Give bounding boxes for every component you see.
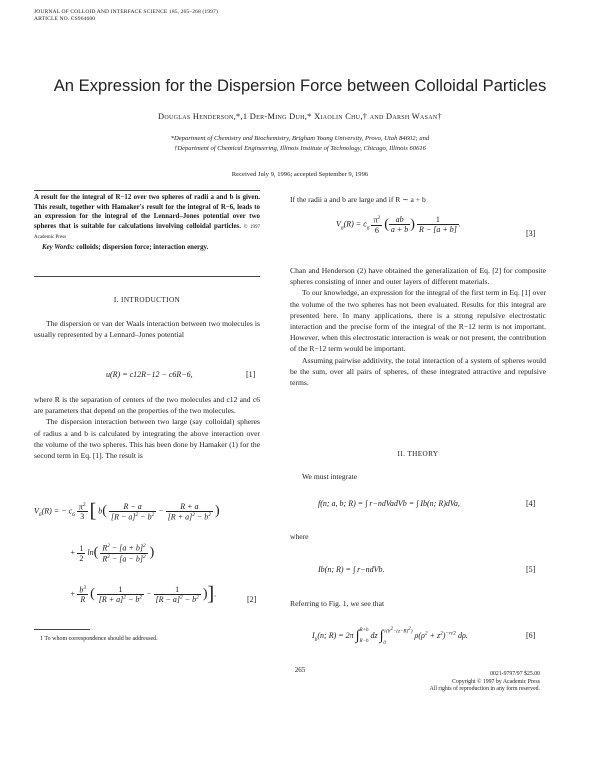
section-introduction: I. INTRODUCTION [113,296,181,304]
equation-1: u(R) = c12R−12 − c6R−6, [106,370,193,379]
journal-header [34,9,218,23]
equation-3-number: [3] [526,229,536,238]
page-number: 265 [294,666,306,674]
footer-copyright: Copyright © 1997 by Academic Press [452,678,540,685]
paper-title: An Expression for the Dispersion Force between Colloidal Particles [53,76,547,95]
equation-2: $V_6(R)$ = − $c_6$ $\frac{\pi^2}{3}$ [ b( $\frac{R - a}{[R - a]^2 - b^2}$ − $\frac{R + a}{[R + a]^2 - b^2}$ ) [34,500,220,522]
equation-6: $I_b(n$; R) = 2π ∫ R+b R−b dz ∫ $√(b^2-(z-R)^2)$ 0 $\rho(\rho^2 + z^2)^{-n/2}$ dρ. [312,626,468,646]
paragraph: We must integrate [302,472,358,481]
abstract-top-rule [34,190,260,191]
publisher-footer [430,671,540,694]
keywords-label: Key Words: [42,243,75,251]
where-text [290,531,546,542]
affiliation-2: †Department of Chemical Engineering, Illinois Institute of Technology, Chicago, Illinois 60616 [174,145,426,152]
issn: 0021-9797/97 $25.00 [490,671,540,677]
equation-2-number: [2] [247,595,257,604]
equation-1-number: [1] [246,370,256,379]
right-column-text [290,265,546,388]
abstract-bottom-rule [34,276,260,277]
theory-intro [290,471,546,482]
paragraph: To our knowledge, an expression for the integral of the first term in Eq. [1] over the volume of the two spheres has not been evaluated. Results for this integral are presented here. In many applications, there is a strong repulsive electrostatic interaction and the precise form of the integral of the R−12 term is not important. However, when this electrostatic interaction is weak or not present, the contribution of the R−12 term would be important. [290,288,546,354]
paragraph: If the radii a and b are large and if R ∼ a + b [290,195,426,204]
abstract [34,193,260,253]
equation-4-number: [4] [526,499,536,508]
paragraph: The dispersion interaction between two large (say colloidal) spheres of radius a and b is calculated by integrating the above interaction over the volume of the two spheres. This has been done by Hamaker (1) for the second term in Eq. [1]. The result is [34,417,260,461]
equation-5: Ib(n; R) = ∫ r−ndVb. [318,565,385,574]
paragraph: Chan and Henderson (2) have obtained the generalization of Eq. [2] for composite spheres consisting of inner and outer layers of different materials. [290,266,546,287]
keywords: colloids; dispersion force; interaction energy. [76,243,209,251]
paragraph: Assuming pairwise additivity, the total interaction of a system of spheres would be the sum, over all pairs of spheres, of these integrated attractive and repulsive terms. [290,355,546,388]
received-date: Received July 9, 1996; accepted September 9, 1996 [231,171,369,178]
abstract-copyright: © 1997 Academic Press [34,224,260,241]
equation-6-number: [6] [526,631,536,640]
affiliation-1: *Department of Chemistry and Biochemistry, Brigham Young University, Provo, Utah 84602; and [170,135,430,142]
abstract-text: A result for the integral of R−12 over two spheres of radii a and b is given. This result, together with Hamaker's result for the integral of R−6, leads to an expression for the integral of the Lennard–Jones potential over two spheres that is suitable for calculations involving colloidal particles. [34,194,260,230]
equation-5-number: [5] [526,565,536,574]
radii-condition-text [290,194,546,205]
journal-line: JOURNAL OF COLLOID AND INTERFACE SCIENCE 185, 265–268 (1997) [34,9,218,15]
paragraph: Referring to Fig. 1, we see that [290,599,385,608]
figure-reference-text [290,598,546,609]
intro-paragraph-2 [34,394,260,461]
footnote-rule [34,629,90,630]
equation-2-line-3: + $\frac{b^3}{R}$ ( $\frac{1}{[R + a]^2 - b^2}$ − $\frac{1}{[R - a]^2 - b^2}$ )]. [70,583,217,605]
paragraph: where [290,532,309,541]
equation-4: f(n; a, b; R) = ∫ r−ndVadVb = ∫ Ib(n; R)dVa, [318,499,460,508]
section-theory: II. THEORY [397,450,439,458]
article-line: ARTICLE NO. CS964600 [34,16,96,22]
paragraph: The dispersion or van der Waals interaction between two molecules is usually represented by a Lennard–Jones potential [34,319,260,340]
footnote: 1 To whom correspondence should be addressed. [40,636,158,642]
equation-2-line-2: + $\frac{1}{2}$ ln( $\frac{R^2 - [a + b]^2}{R^2 - [a - b]^2}$ ) [70,543,155,564]
equation-3: $V_6(R) = c_6$ $\frac{\pi^2}{6}$ ( $\frac{ab}{a + b}$ ) $\frac{1}{R - [a + b]}$ . [336,215,461,235]
author-list: Douglas Henderson,*,1 Der-Ming Duh,* Xiaolin Chu,† and Darsh Wasan† [157,112,443,121]
paragraph: where R is the separation of centers of the two molecules and c12 and c6 are parameters that depend on the properties of the two molecules. [34,395,260,416]
footer-rights: All rights of reproduction in any form reserved. [429,686,540,693]
intro-paragraph-1 [34,318,260,340]
